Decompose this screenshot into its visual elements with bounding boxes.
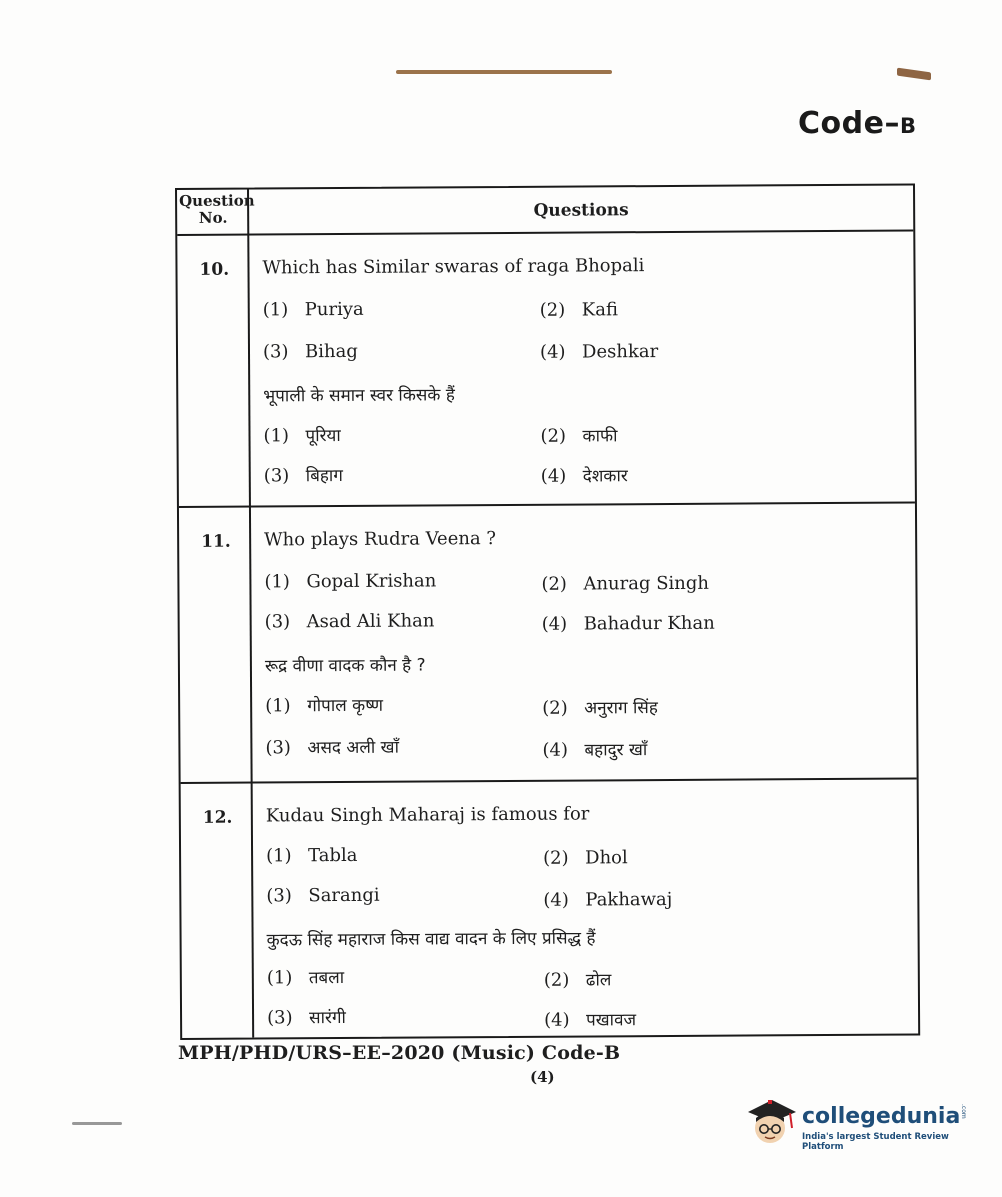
- question-text-en: Who plays Rudra Veena ?: [264, 528, 497, 551]
- question-row: [177, 231, 915, 507]
- option-hi: [267, 1005, 346, 1028]
- option-number: (3): [262, 341, 289, 363]
- option-en: [266, 885, 379, 907]
- option-label: Pakhawaj: [585, 888, 673, 911]
- option-hi: [542, 695, 658, 719]
- option-hi: [265, 693, 383, 717]
- question-number: 10.: [199, 259, 230, 280]
- option-label: सारंगी: [309, 1007, 346, 1029]
- question-number: 11.: [201, 531, 231, 552]
- option-en: [540, 299, 618, 320]
- option-number: (3): [264, 611, 291, 633]
- scan-edge-artifact: [396, 70, 612, 74]
- paper-code-label: [798, 106, 916, 141]
- page-number: (4): [530, 1068, 555, 1086]
- option-label: Gopal Krishan: [306, 570, 437, 593]
- option-en: [543, 847, 628, 869]
- option-hi: [544, 1007, 636, 1031]
- option-hi: [265, 735, 399, 759]
- option-label: पखावज: [586, 1010, 637, 1031]
- option-number: (4): [542, 739, 569, 761]
- option-label: Deshkar: [581, 341, 659, 363]
- question-no-header: Question No.: [179, 191, 255, 227]
- option-number: (1): [263, 425, 290, 447]
- question-text-en: Kudau Singh Maharaj is famous for: [265, 803, 590, 827]
- option-number: (1): [264, 571, 290, 593]
- question-number: 12.: [202, 807, 233, 828]
- option-label: ढोल: [585, 970, 612, 991]
- option-label: Puriya: [304, 298, 364, 321]
- option-number: (4): [540, 465, 567, 487]
- option-en: [264, 570, 436, 592]
- option-label: बिहाग: [305, 465, 343, 487]
- option-hi: [264, 463, 343, 486]
- brand-tagline: India's largest Student Review Platform: [802, 1132, 949, 1152]
- option-en: [263, 341, 358, 363]
- paper-code-suffix: B: [899, 114, 917, 138]
- option-number: (2): [543, 969, 570, 991]
- option-number: (3): [267, 1007, 293, 1029]
- option-label: Asad Ali Khan: [306, 610, 435, 633]
- option-number: (3): [263, 465, 290, 487]
- question-table: [175, 183, 920, 1040]
- brand-name: collegedunia: [802, 1104, 961, 1129]
- option-number: (2): [539, 299, 566, 321]
- option-number: (2): [541, 573, 567, 595]
- option-number: (1): [265, 695, 291, 717]
- option-number: (4): [544, 1009, 570, 1031]
- option-label: असद अली खाँ: [307, 737, 400, 759]
- option-label: Anurag Singh: [583, 572, 710, 595]
- scan-edge-artifact: [897, 68, 931, 81]
- option-number: (2): [540, 425, 567, 447]
- option-label: बहादुर खाँ: [584, 740, 648, 761]
- paper-code-main: Code–: [798, 106, 900, 141]
- option-number: (1): [266, 845, 292, 867]
- option-label: तबला: [308, 967, 345, 989]
- option-label: देशकार: [582, 466, 628, 487]
- option-hi: [267, 965, 344, 988]
- collegedunia-logo: [742, 1090, 972, 1160]
- exam-code-footer: MPH/PHD/URS–EE–2020 (Music) Code-B: [178, 1042, 621, 1064]
- option-en: [540, 341, 658, 363]
- option-label: Kafi: [581, 299, 619, 321]
- option-label: गोपाल कृष्ण: [307, 695, 384, 717]
- question-text-hi: रूद्र वीणा वादक कौन है ?: [264, 655, 426, 677]
- option-hi: [544, 967, 612, 990]
- option-label: Tabla: [308, 844, 358, 867]
- option-label: Dhol: [585, 847, 628, 869]
- option-number: (3): [265, 737, 291, 759]
- question-row: [179, 503, 917, 783]
- questions-header: Questions: [533, 200, 629, 221]
- option-en: [266, 845, 357, 867]
- option-label: पूरिया: [305, 425, 341, 447]
- option-number: (2): [543, 847, 569, 869]
- option-hi: [540, 423, 617, 446]
- option-number: (3): [266, 885, 292, 907]
- question-text-hi: कुदऊ सिंह महाराज किस वाद्य वादन के लिए प्रसिद्ध हैं: [266, 928, 596, 951]
- option-en: [263, 299, 364, 321]
- option-label: काफी: [582, 426, 618, 447]
- option-number: (4): [539, 341, 566, 363]
- question-text-hi: भूपाली के समान स्वर किसके हैं: [263, 385, 455, 407]
- option-hi: [263, 423, 340, 446]
- question-text-en: Which has Similar swaras of raga Bhopali: [262, 255, 645, 279]
- brand-suffix: .com: [960, 1104, 967, 1119]
- option-label: Sarangi: [308, 884, 380, 907]
- option-hi: [541, 463, 628, 487]
- option-en: [541, 573, 709, 595]
- option-number: (4): [541, 613, 568, 635]
- question-row: [181, 779, 919, 1035]
- scan-edge-artifact: [72, 1122, 122, 1125]
- table-header-row: [177, 185, 913, 235]
- option-number: (2): [542, 697, 568, 719]
- option-label: Bahadur Khan: [583, 612, 715, 635]
- option-number: (1): [266, 967, 293, 989]
- option-number: (1): [262, 299, 289, 321]
- option-label: अनुराग सिंह: [584, 698, 658, 719]
- option-hi: [542, 737, 647, 761]
- option-label: Bihag: [304, 340, 358, 363]
- option-en: [265, 610, 435, 632]
- graduate-face-icon: [742, 1092, 798, 1148]
- option-en: [543, 889, 672, 911]
- option-en: [542, 613, 715, 635]
- option-number: (4): [543, 889, 569, 911]
